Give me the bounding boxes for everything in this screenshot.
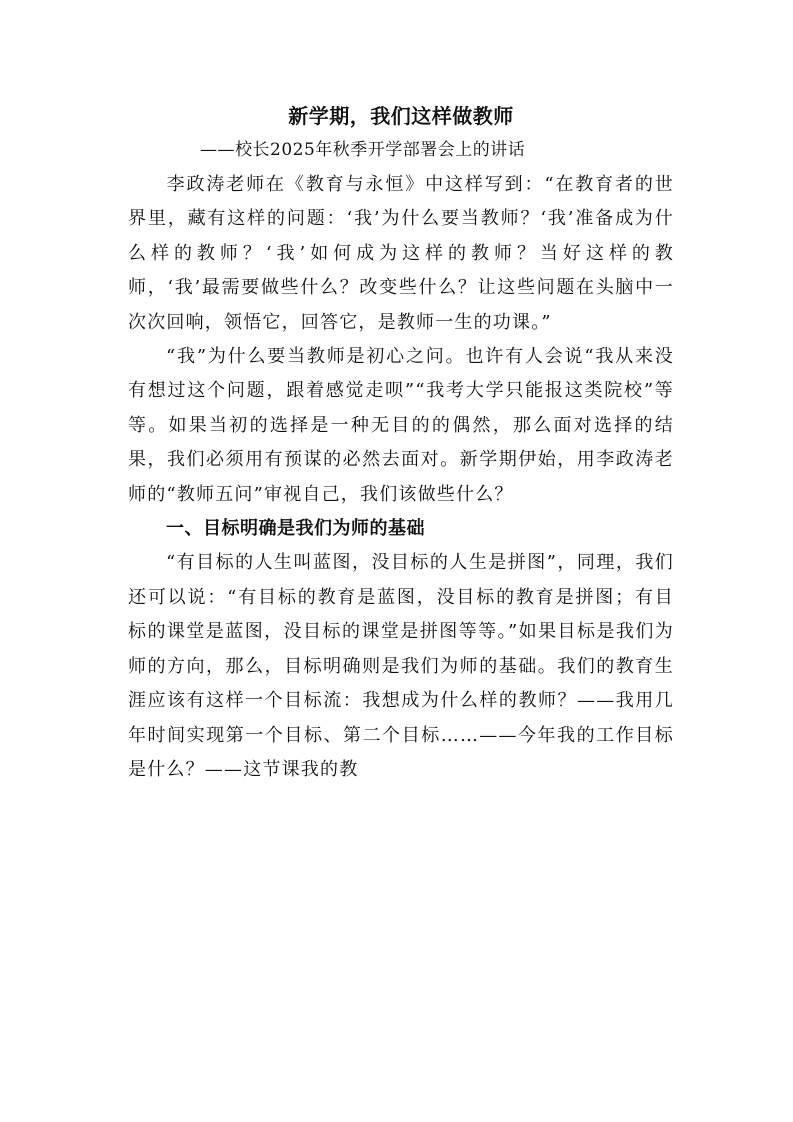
paragraph-text: 李政涛老师在《教育与永恒》中这样写到：“在教育者的世界里，藏有这样的问题：‘我’为什么要当教师？‘我’准备成为什么样的教师？‘我’如何成为这样的教师？当好这样的教师，‘我’最需要做些什么？改变些什么？让这些问题在头脑中一次次回响，领悟它，回答它，是教师一生的功课。”	[128, 174, 674, 333]
paragraph-text: “我”为什么要当教师是初心之问。也许有人会说“我从来没有想过这个问题，跟着感觉走呗”“我考大学只能报这类院校”等等。如果当初的选择是一种无目的的偶然，那么面对选择的结果，我们必须用有预谋的必然去面对。新学期伊始，用李政涛老师的“教师五问”审视自己，我们该做些什么？	[128, 346, 674, 505]
paragraph-goals	[128, 546, 674, 787]
document-body	[128, 100, 674, 787]
section-heading-1: 一、目标明确是我们为师的基础	[166, 518, 425, 540]
document-title: 新学期，我们这样做教师	[288, 104, 514, 128]
paragraph-text: “有目标的人生叫蓝图，没目标的人生是拼图”，同理，我们还可以说：“有目标的教育是蓝图，没目标的教育是拼图；有目标的课堂是蓝图，没目标的课堂是拼图等等。”如果目标是我们为师的方向，那么，目标明确则是我们为师的基础。我们的教育生涯应该有这样一个目标流：我想成为什么样的教师？——我用几年时间实现第一个目标、第二个目标……——今年我的工作目标是什么？——这节课我的教	[128, 552, 674, 780]
paragraph-intro	[128, 168, 674, 340]
paragraph-question	[128, 340, 674, 512]
document-subtitle: ——校长2025年秋季开学部署会上的讲话	[200, 140, 526, 160]
